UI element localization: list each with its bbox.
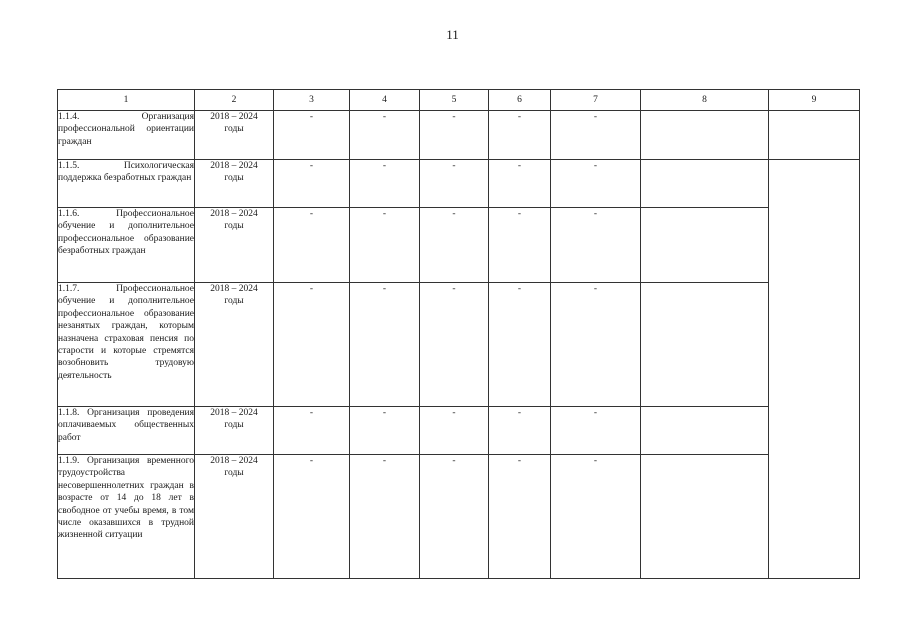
period-cell [195, 160, 274, 208]
empty-cell-8 [641, 407, 769, 455]
value-cell-3: - [274, 407, 350, 455]
table-row [58, 407, 860, 455]
value-cell-4: - [350, 208, 420, 283]
activity-name-cell: 1.1.7. Профессиональное обучение и дополнительное профессиональное образование незанятых граждан, которым назначена страховая пенсия по старости и которые стремятся возобновить трудовую деятельность [58, 283, 195, 407]
value-cell-6: - [489, 208, 551, 283]
value-cell-5: - [420, 407, 489, 455]
value-cell-7: - [551, 455, 641, 579]
header-cell-8: 8 [641, 90, 769, 111]
empty-cell-8 [641, 160, 769, 208]
value-cell-6: - [489, 111, 551, 160]
period-years: 2018 – 2024 [210, 456, 258, 466]
header-cell-7: 7 [551, 90, 641, 111]
value-cell-7: - [551, 208, 641, 283]
merged-cell-9 [769, 160, 860, 579]
table-header-row [58, 90, 860, 111]
header-cell-4: 4 [350, 90, 420, 111]
header-cell-2: 2 [195, 90, 274, 111]
table-row [58, 208, 860, 283]
period-years: 2018 – 2024 [210, 284, 258, 294]
value-cell-6: - [489, 455, 551, 579]
period-cell [195, 208, 274, 283]
empty-cell-8 [641, 283, 769, 407]
table-row [58, 283, 860, 407]
value-cell-3: - [274, 283, 350, 407]
period-cell [195, 283, 274, 407]
value-cell-4: - [350, 455, 420, 579]
value-cell-3: - [274, 111, 350, 160]
value-cell-5: - [420, 111, 489, 160]
period-unit: годы [224, 420, 244, 431]
period-years: 2018 – 2024 [210, 112, 258, 122]
period-years: 2018 – 2024 [210, 209, 258, 219]
program-table [57, 89, 860, 579]
page-number: 11 [446, 27, 459, 42]
empty-cell-8 [641, 455, 769, 579]
value-cell-4: - [350, 283, 420, 407]
period-years: 2018 – 2024 [210, 408, 258, 418]
period-unit: годы [224, 221, 244, 232]
value-cell-7: - [551, 111, 641, 160]
header-cell-6: 6 [489, 90, 551, 111]
activity-name-cell: 1.1.4. Организация профессиональной ориентации граждан [58, 111, 195, 160]
value-cell-7: - [551, 407, 641, 455]
period-cell [195, 455, 274, 579]
value-cell-3: - [274, 160, 350, 208]
value-cell-6: - [489, 283, 551, 407]
period-cell [195, 407, 274, 455]
activity-name-cell: 1.1.6. Профессиональное обучение и дополнительное профессиональное образование безработных граждан [58, 208, 195, 283]
value-cell-3: - [274, 455, 350, 579]
period-cell [195, 111, 274, 160]
header-cell-9: 9 [769, 90, 860, 111]
value-cell-6: - [489, 407, 551, 455]
table-row [58, 160, 860, 208]
period-unit: годы [224, 296, 244, 307]
header-cell-5: 5 [420, 90, 489, 111]
value-cell-5: - [420, 160, 489, 208]
value-cell-5: - [420, 208, 489, 283]
period-unit: годы [224, 468, 244, 479]
activity-name-cell: 1.1.9. Организация временного трудоустройства несовершеннолетних граждан в возрасте от 14 до 18 лет в свободное от учебы время, в том числе оказавшихся в трудной жизненной ситуации [58, 455, 195, 579]
value-cell-5: - [420, 455, 489, 579]
activity-name-cell: 1.1.8. Организация проведения оплачиваемых общественных работ [58, 407, 195, 455]
table-row [58, 111, 860, 160]
empty-cell-9 [769, 111, 860, 160]
value-cell-7: - [551, 283, 641, 407]
value-cell-4: - [350, 111, 420, 160]
header-cell-1: 1 [58, 90, 195, 111]
value-cell-4: - [350, 407, 420, 455]
value-cell-7: - [551, 160, 641, 208]
period-years: 2018 – 2024 [210, 161, 258, 171]
value-cell-6: - [489, 160, 551, 208]
value-cell-4: - [350, 160, 420, 208]
value-cell-5: - [420, 283, 489, 407]
period-unit: годы [224, 173, 244, 184]
table-row [58, 455, 860, 579]
header-cell-3: 3 [274, 90, 350, 111]
period-unit: годы [224, 124, 244, 135]
empty-cell-8 [641, 208, 769, 283]
empty-cell-8 [641, 111, 769, 160]
activity-name-cell: 1.1.5. Психологическая поддержка безработных граждан [58, 160, 195, 208]
value-cell-3: - [274, 208, 350, 283]
